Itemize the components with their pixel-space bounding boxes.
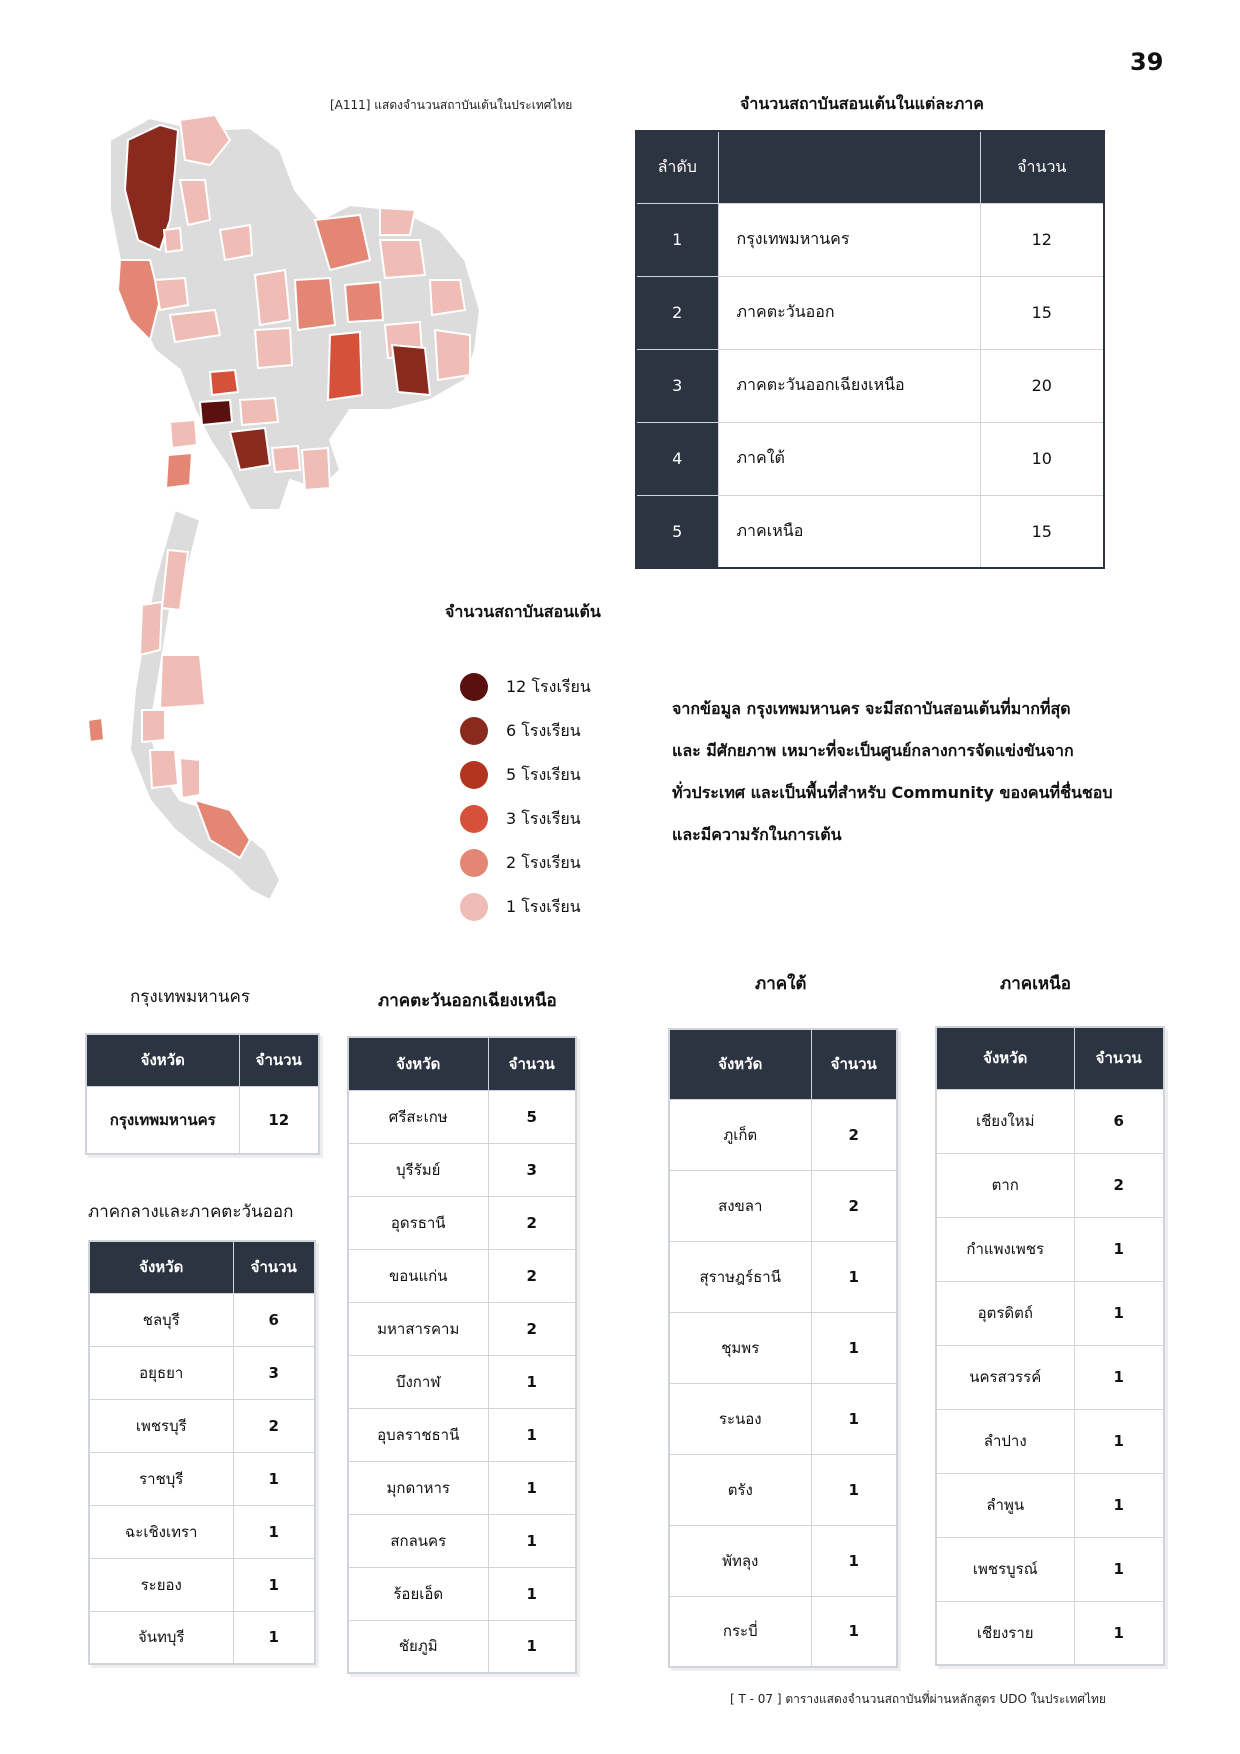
map-province-krabi — [142, 710, 165, 742]
col-header-province: จังหวัด — [86, 1034, 239, 1086]
summary-line: และมีความรักในการเต้น — [672, 825, 842, 844]
region-table-title: จำนวนสถาบันสอนเต้นในแต่ละภาค — [740, 94, 984, 113]
north-title: ภาคเหนือ — [1000, 974, 1071, 994]
map-province-buriram — [328, 332, 362, 400]
province-name: ระยอง — [89, 1558, 233, 1611]
map-province-buengkan — [380, 208, 415, 235]
province-count: 1 — [811, 1383, 897, 1454]
province-name: สงขลา — [669, 1170, 811, 1241]
table-row — [669, 1454, 897, 1525]
province-count: 12 — [239, 1086, 319, 1154]
map-province-mahasarakham — [345, 282, 383, 322]
province-name: ศรีสะเกษ — [348, 1090, 488, 1143]
province-count: 6 — [233, 1293, 315, 1346]
northeast-title: ภาคตะวันออกเฉียงเหนือ — [378, 991, 557, 1011]
map-province-kamphaengphet — [155, 278, 188, 310]
map-province-phetchaburi — [166, 453, 192, 488]
summary-line: และ มีศักยภาพ เหมาะที่จะเป็นศูนย์กลางการจัดแข่งขันจาก — [672, 741, 1074, 760]
map-province-phuket — [88, 718, 104, 742]
province-count: 1 — [233, 1505, 315, 1558]
table-row — [636, 422, 1104, 495]
table-row — [348, 1090, 576, 1143]
table-row — [348, 1355, 576, 1408]
table-row — [936, 1089, 1164, 1153]
col-header-count: จำนวน — [811, 1029, 897, 1099]
table-row — [936, 1345, 1164, 1409]
map-province-trang — [150, 750, 178, 788]
province-name: อยุธยา — [89, 1346, 233, 1399]
province-name: ขอนแก่น — [348, 1249, 488, 1302]
table-row — [669, 1383, 897, 1454]
table-row — [89, 1558, 315, 1611]
province-count: 1 — [488, 1567, 576, 1620]
province-count: 1 — [1074, 1473, 1164, 1537]
table-row — [89, 1346, 315, 1399]
province-count: 1 — [488, 1408, 576, 1461]
table-row — [669, 1525, 897, 1596]
legend-label: 5 โรงเรียน — [506, 764, 581, 784]
map-province-ranong — [140, 602, 162, 655]
province-name: อุตรดิตถ์ — [936, 1281, 1074, 1345]
province-name: สกลนคร — [348, 1514, 488, 1567]
province-count: 1 — [1074, 1217, 1164, 1281]
province-name: ชลบุรี — [89, 1293, 233, 1346]
col-header-province: จังหวัด — [936, 1027, 1074, 1089]
province-count: 2 — [488, 1302, 576, 1355]
summary-line: จากข้อมูล กรุงเทพมหานคร จะมีสถาบันสอนเต้นที่มากที่สุด — [672, 699, 1071, 718]
province-name: ตาก — [936, 1153, 1074, 1217]
region-count: 10 — [980, 422, 1104, 495]
col-header-rank: ลำดับ — [636, 131, 718, 203]
map-province-bangkok — [200, 400, 232, 425]
northeast-table — [347, 1036, 577, 1674]
table-row — [89, 1452, 315, 1505]
table-row — [348, 1196, 576, 1249]
table-row — [669, 1596, 897, 1667]
province-name: นครสวรรค์ — [936, 1345, 1074, 1409]
table-row — [636, 495, 1104, 568]
province-name: มหาสารคาม — [348, 1302, 488, 1355]
legend-label: 3 โรงเรียน — [506, 808, 581, 828]
region-rank: 5 — [636, 495, 718, 568]
legend-item — [460, 797, 591, 841]
table-row — [89, 1611, 315, 1664]
map-province-khonkaen — [295, 278, 335, 330]
col-header-count: จำนวน — [1074, 1027, 1164, 1089]
table-row — [936, 1601, 1164, 1665]
map-province-phetchabun — [255, 270, 290, 325]
north-table — [935, 1026, 1165, 1666]
map-province-uttaradit — [220, 225, 252, 260]
region-count: 12 — [980, 203, 1104, 276]
province-name: กระบี่ — [669, 1596, 811, 1667]
region-name: ภาคเหนือ — [718, 495, 980, 568]
table-row — [936, 1217, 1164, 1281]
col-header-count: จำนวน — [488, 1037, 576, 1090]
province-count: 1 — [233, 1611, 315, 1664]
legend-swatch-icon — [460, 673, 488, 701]
legend-swatch-icon — [460, 849, 488, 877]
map-province-chaiyaphum — [255, 328, 292, 368]
province-count: 1 — [1074, 1537, 1164, 1601]
map-province-ayutthaya — [210, 370, 238, 395]
table-row — [86, 1086, 319, 1154]
province-count: 6 — [1074, 1089, 1164, 1153]
map-province-chachoengsao — [240, 398, 278, 425]
legend-label: 1 โรงเรียน — [506, 896, 581, 916]
province-name: กำแพงเพชร — [936, 1217, 1074, 1281]
province-name: จันทบุรี — [89, 1611, 233, 1664]
province-name: เพชรบูรณ์ — [936, 1537, 1074, 1601]
map-province-chanthaburi — [302, 448, 330, 490]
table-row — [936, 1473, 1164, 1537]
table-header-row — [348, 1037, 576, 1090]
province-name: กรุงเทพมหานคร — [86, 1086, 239, 1154]
region-name: กรุงเทพมหานคร — [718, 203, 980, 276]
province-count: 3 — [233, 1346, 315, 1399]
map-caption: [A111] แสดงจำนวนสถาบันเต้นในประเทศไทย — [330, 98, 573, 112]
province-name: ระนอง — [669, 1383, 811, 1454]
col-header-name — [718, 131, 980, 203]
province-name: ลำปาง — [936, 1409, 1074, 1473]
map-province-suratthani — [160, 655, 205, 708]
legend-item — [460, 841, 591, 885]
province-count: 1 — [811, 1312, 897, 1383]
table-row — [669, 1099, 897, 1170]
table-row — [936, 1281, 1164, 1345]
south-title: ภาคใต้ — [755, 974, 807, 994]
province-count: 1 — [1074, 1281, 1164, 1345]
province-count: 3 — [488, 1143, 576, 1196]
map-province-mukdahan — [430, 280, 465, 315]
province-name: เชียงใหม่ — [936, 1089, 1074, 1153]
province-count: 2 — [811, 1170, 897, 1241]
table-row — [89, 1293, 315, 1346]
summary-paragraph — [672, 688, 1142, 856]
legend-swatch-icon — [460, 893, 488, 921]
province-count: 5 — [488, 1090, 576, 1143]
col-header-count: จำนวน — [233, 1241, 315, 1293]
province-name: ราชบุรี — [89, 1452, 233, 1505]
region-rank: 2 — [636, 276, 718, 349]
province-name: มุกดาหาร — [348, 1461, 488, 1514]
table-row — [348, 1302, 576, 1355]
map-province-lamphun — [164, 228, 182, 252]
region-table — [635, 130, 1105, 569]
province-count: 1 — [233, 1452, 315, 1505]
province-count: 1 — [811, 1454, 897, 1525]
province-name: ตรัง — [669, 1454, 811, 1525]
table-row — [89, 1399, 315, 1452]
region-count: 15 — [980, 276, 1104, 349]
province-count: 1 — [488, 1355, 576, 1408]
province-name: สุราษฎร์ธานี — [669, 1241, 811, 1312]
table-row — [348, 1514, 576, 1567]
table-row — [669, 1241, 897, 1312]
province-count: 2 — [1074, 1153, 1164, 1217]
table-row — [348, 1567, 576, 1620]
province-count: 1 — [488, 1461, 576, 1514]
legend-item — [460, 885, 591, 929]
table-row — [348, 1249, 576, 1302]
province-count: 1 — [233, 1558, 315, 1611]
legend-swatch-icon — [460, 761, 488, 789]
legend-label: 2 โรงเรียน — [506, 852, 581, 872]
legend-item — [460, 709, 591, 753]
province-name: ชัยภูมิ — [348, 1620, 488, 1673]
table-row — [89, 1505, 315, 1558]
legend-item — [460, 753, 591, 797]
table-header-row — [669, 1029, 897, 1099]
province-name: บึงกาฬ — [348, 1355, 488, 1408]
province-name: อุดรธานี — [348, 1196, 488, 1249]
region-name: ภาคตะวันออก — [718, 276, 980, 349]
map-province-sakon — [380, 240, 425, 278]
col-header-province: จังหวัด — [89, 1241, 233, 1293]
province-count: 2 — [488, 1196, 576, 1249]
region-name: ภาคใต้ — [718, 422, 980, 495]
province-count: 1 — [811, 1596, 897, 1667]
central-east-title: ภาคกลางและภาคตะวันออก — [88, 1202, 294, 1222]
col-header-count: จำนวน — [239, 1034, 319, 1086]
south-table — [668, 1028, 898, 1668]
map-province-ratchaburi — [170, 420, 197, 448]
province-name: พัทลุง — [669, 1525, 811, 1596]
map-province-rayong — [272, 446, 300, 472]
province-name: ชุมพร — [669, 1312, 811, 1383]
province-count: 1 — [1074, 1345, 1164, 1409]
province-count: 1 — [811, 1525, 897, 1596]
col-header-count: จำนวน — [980, 131, 1104, 203]
province-name: อุบลราชธานี — [348, 1408, 488, 1461]
table-row — [348, 1461, 576, 1514]
table-header-row — [86, 1034, 319, 1086]
page-number: 39 — [1130, 48, 1164, 76]
table-header-row — [936, 1027, 1164, 1089]
legend-title: จำนวนสถาบันสอนเต้น — [445, 602, 601, 621]
region-count: 20 — [980, 349, 1104, 422]
table-row — [636, 276, 1104, 349]
region-rank: 4 — [636, 422, 718, 495]
map-legend — [460, 665, 591, 929]
table-row — [636, 203, 1104, 276]
province-name: เชียงราย — [936, 1601, 1074, 1665]
col-header-province: จังหวัด — [669, 1029, 811, 1099]
province-count: 1 — [1074, 1601, 1164, 1665]
bangkok-title: กรุงเทพมหานคร — [130, 987, 251, 1007]
summary-line: ทั่วประเทศ และเป็นพื้นที่สำหรับ Community ของคนที่ชื่นชอบ — [672, 783, 1113, 802]
table-row — [669, 1312, 897, 1383]
table-row — [936, 1537, 1164, 1601]
col-header-province: จังหวัด — [348, 1037, 488, 1090]
province-name: เพชรบุรี — [89, 1399, 233, 1452]
region-rank: 1 — [636, 203, 718, 276]
table-row — [348, 1143, 576, 1196]
legend-label: 12 โรงเรียน — [506, 676, 591, 696]
province-name: ลำพูน — [936, 1473, 1074, 1537]
province-count: 2 — [488, 1249, 576, 1302]
region-table-header-row — [636, 131, 1104, 203]
table-row — [936, 1153, 1164, 1217]
province-name: บุรีรัมย์ — [348, 1143, 488, 1196]
province-count: 2 — [811, 1099, 897, 1170]
table-row — [348, 1620, 576, 1673]
province-count: 2 — [233, 1399, 315, 1452]
table-row — [669, 1170, 897, 1241]
province-name: ร้อยเอ็ด — [348, 1567, 488, 1620]
footer-caption: [ T - 07 ] ตารางแสดงจำนวนสถาบันที่ผ่านหลักสูตร UDO ในประเทศไทย — [730, 1692, 1106, 1706]
table-row — [936, 1409, 1164, 1473]
region-name: ภาคตะวันออกเฉียงเหนือ — [718, 349, 980, 422]
province-count: 1 — [1074, 1409, 1164, 1473]
legend-swatch-icon — [460, 805, 488, 833]
province-count: 1 — [488, 1514, 576, 1567]
map-province-phatthalung — [180, 758, 200, 798]
legend-swatch-icon — [460, 717, 488, 745]
map-province-sisaket — [392, 345, 430, 395]
region-rank: 3 — [636, 349, 718, 422]
map-province-ubon — [435, 330, 470, 380]
province-name: ฉะเชิงเทรา — [89, 1505, 233, 1558]
legend-item — [460, 665, 591, 709]
central-east-table — [88, 1240, 316, 1665]
table-row — [636, 349, 1104, 422]
table-header-row — [89, 1241, 315, 1293]
map-province-tak — [118, 260, 160, 340]
province-count: 1 — [811, 1241, 897, 1312]
region-count: 15 — [980, 495, 1104, 568]
bangkok-table — [85, 1033, 320, 1155]
legend-label: 6 โรงเรียน — [506, 720, 581, 740]
table-row — [348, 1408, 576, 1461]
province-count: 1 — [488, 1620, 576, 1673]
province-name: ภูเก็ต — [669, 1099, 811, 1170]
